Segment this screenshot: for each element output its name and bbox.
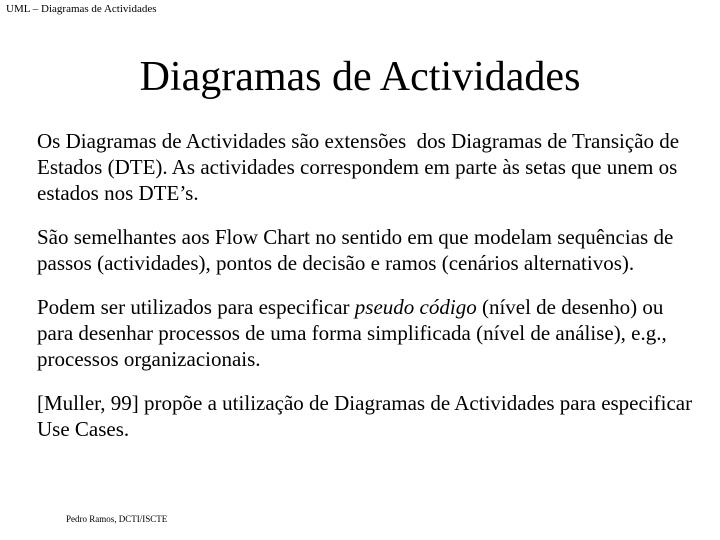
paragraph-2-text: São semelhantes aos Flow Chart no sentido em que modelam sequências de passos (actividades), pontos de decisão e ramos (cenários alternativos). xyxy=(37,225,679,275)
paragraph-4 xyxy=(37,390,697,442)
slide-header: UML – Diagramas de Actividades xyxy=(6,3,157,15)
paragraph-3-text-before: Podem ser utilizados para especificar xyxy=(37,295,355,319)
paragraph-3-text-after: (nível de desenho) ou para desenhar processos de uma forma simplificada (nível de análise), e.g., processos organizacionais. xyxy=(37,295,673,371)
slide-footer: Pedro Ramos, DCTI/ISCTE xyxy=(66,514,168,524)
paragraph-4-text: [Muller, 99] propõe a utilização de Diagramas de Actividades para especificar Use Cases. xyxy=(37,391,698,441)
paragraph-1 xyxy=(37,128,697,206)
paragraph-1-text: Os Diagramas de Actividades são extensões dos Diagramas de Transição de Estados (DTE). As actividades correspondem em parte às setas que unem os estados nos DTE’s. xyxy=(37,129,685,205)
paragraph-3-italic-term: pseudo código xyxy=(354,295,477,319)
slide-body xyxy=(37,128,697,460)
paragraph-3 xyxy=(37,294,697,372)
paragraph-2 xyxy=(37,224,697,276)
slide-title: Diagramas de Actividades xyxy=(139,54,581,100)
